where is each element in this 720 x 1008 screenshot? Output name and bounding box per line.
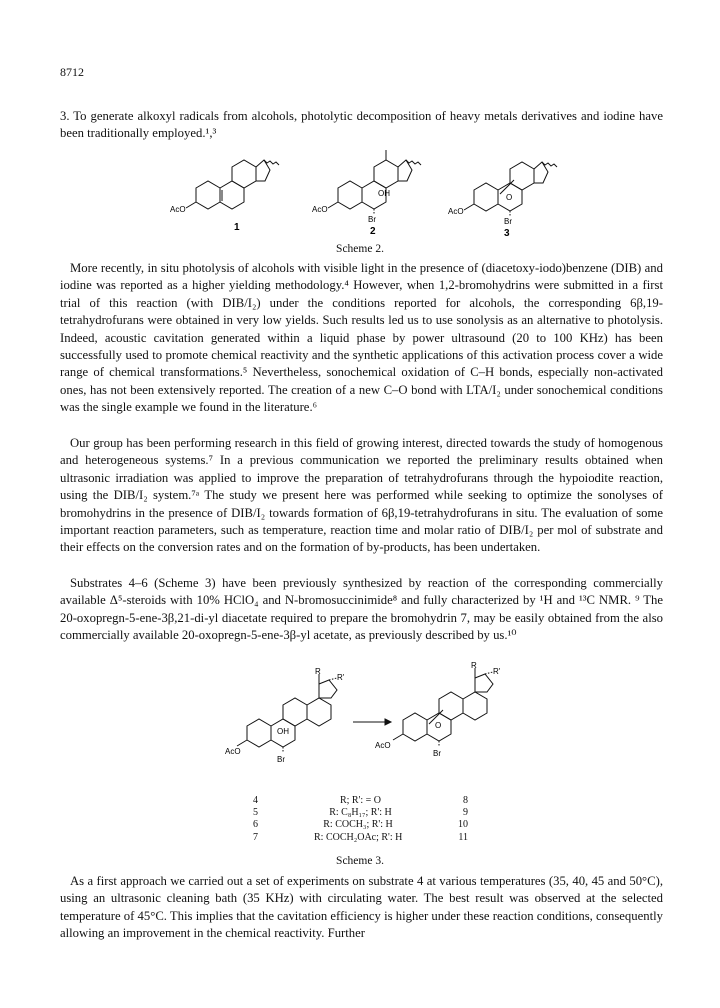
scheme3-left-aco: AcO <box>225 747 241 756</box>
body-paragraph-1: More recently, in situ photolysis of alcohols with visible light in the presence of (diacetoxy-iodo)benzene (DIB) and iodine was reported as a higher yielding methodology.⁴ However, when 1,2-bromohydrins were submitted in a first trial of this reaction (with DIB/I₂) under the conditions reported for alcohols, the corresponding 6β,19-tetrahydrofurans were obtained in very low yields. Such results led us to use sonolysis as an alternative to photolysis. Indeed, acoustic cavitation generated within a liquid phase by power ultrasound (20 to 100 KHz) has been successfully used to promote chemical reactivity and the synthetic applications of this activation process cover a wide range of chemical transformations.⁵ Nevertheless, sonochemical oxidation of C–H bonds, especially non-activated ones, has not been extensively reported. The creation of a new C–O bond with LTA/I₂ under sonochemical conditions was the single example we found in the literature.⁶ <box>60 261 663 415</box>
legend-left: 5 <box>253 807 258 819</box>
legend-text: R; R': = O <box>339 795 382 806</box>
legend-row <box>253 807 468 819</box>
compound-2-br: Br <box>368 215 376 224</box>
legend-text: R: COCH₂OAc; R': H <box>314 831 403 843</box>
compound-3-aco: AcO <box>448 207 464 216</box>
body-paragraph-3: Substrates 4–6 (Scheme 3) have been previously synthesized by reaction of the corresponding commercially available Δ⁵-steroids with 10% HClO₄ and N-bromosuccinimide⁸ and fully characterized by ¹H and ¹³C NMR. ⁹ The 20-oxopregn-5-ene-3β,21-di-yl diacetate required to prepare the bromohydrin 7, may be easily obtained from the also commercially available 20-oxopregn-5-ene-3β-yl acetate, as previously described by us.¹⁰ <box>60 576 663 643</box>
scheme3-right-r: R <box>471 662 477 670</box>
scheme3-left-br: Br <box>277 755 285 764</box>
scheme3-structures <box>225 662 525 797</box>
legend-row <box>253 819 468 831</box>
scheme3-right-o: O <box>435 721 442 730</box>
body-paragraph-2: Our group has been performing research in this field of growing interest, directed towards the study of homogenous and heterogeneous systems.⁷ In a previous communication we reported the preliminary results obtained when ultrasonic irradiation was applied to improve the preparation of tetrahydrofurans through the hypoiodite reaction, using the DIB/I₂ system.⁷ᵃ The study we present here was performed while seeking to optimize the sonolyses of bromohydrins in the presence of DIB/I₂ towards formation of 6β,19-tetrahydrofurans in situ. The evaluation of some important reaction parameters, such as temperature, reaction time and molar ratio of DIB/I₂ per mol of substrate and their effects on the conversion rates and on the formation of by-products, has been undertaken. <box>60 436 663 555</box>
scheme3-right-aco: AcO <box>375 741 391 750</box>
legend-text: R: C₈H₁₇; R': H <box>329 807 392 819</box>
legend-row <box>253 795 468 807</box>
compound-3-label: 3 <box>504 228 510 239</box>
legend-text: R: COCH₃; R': H <box>323 819 393 831</box>
scheme3-caption: Scheme 3. <box>336 855 384 867</box>
compound-3-o: O <box>506 193 513 202</box>
compound-1-aco: AcO <box>170 205 186 214</box>
scheme3-left-r: R <box>315 667 321 676</box>
scheme2-caption: Scheme 2. <box>336 243 384 255</box>
scheme3-left-rprime: R' <box>337 673 345 682</box>
body-paragraph-4: As a first approach we carried out a set of experiments on substrate 4 at various temperatures (35, 40, 45 and 50°C), using an ultrasonic cleaning bath (35 KHz) with circulating water. The best result was observed at the selected temperature of 45°C. This implies that the cavitation efficiency is higher under these reaction conditions, consequently allowing an improvement in the chemical reactivity. Further <box>60 874 663 941</box>
legend-right: 9 <box>463 807 468 819</box>
scheme3-legend <box>253 795 468 844</box>
compound-2-aco: AcO <box>312 205 328 214</box>
legend-row <box>253 832 468 844</box>
legend-left: 7 <box>253 831 258 843</box>
scheme3-right-rprime: R' <box>493 667 501 676</box>
page-number: 8712 <box>60 65 84 79</box>
legend-right: 11 <box>458 831 468 843</box>
tetrahydrofuran-structure <box>393 668 493 747</box>
compound-1-structure <box>186 160 279 209</box>
reaction-arrow <box>353 719 391 725</box>
scheme2-structures <box>170 150 570 247</box>
intro-paragraph: 3. To generate alkoxyl radicals from alcohols, photolytic decomposition of heavy metals derivatives and iodine have been traditionally employed.¹,³ <box>60 109 663 141</box>
bromohydrin-structure <box>237 674 337 753</box>
scheme3-left-oh: OH <box>277 727 289 736</box>
legend-right: 8 <box>463 795 468 806</box>
legend-left: 4 <box>253 795 258 806</box>
compound-1-label: 1 <box>234 222 240 233</box>
compound-3-structure <box>464 162 557 216</box>
compound-2-structure <box>328 150 421 214</box>
legend-left: 6 <box>253 819 258 831</box>
legend-right: 10 <box>458 819 468 831</box>
compound-3-br: Br <box>504 217 512 226</box>
scheme3-right-br: Br <box>433 749 441 758</box>
compound-2-label: 2 <box>370 226 376 237</box>
compound-2-oh: OH <box>378 189 390 198</box>
